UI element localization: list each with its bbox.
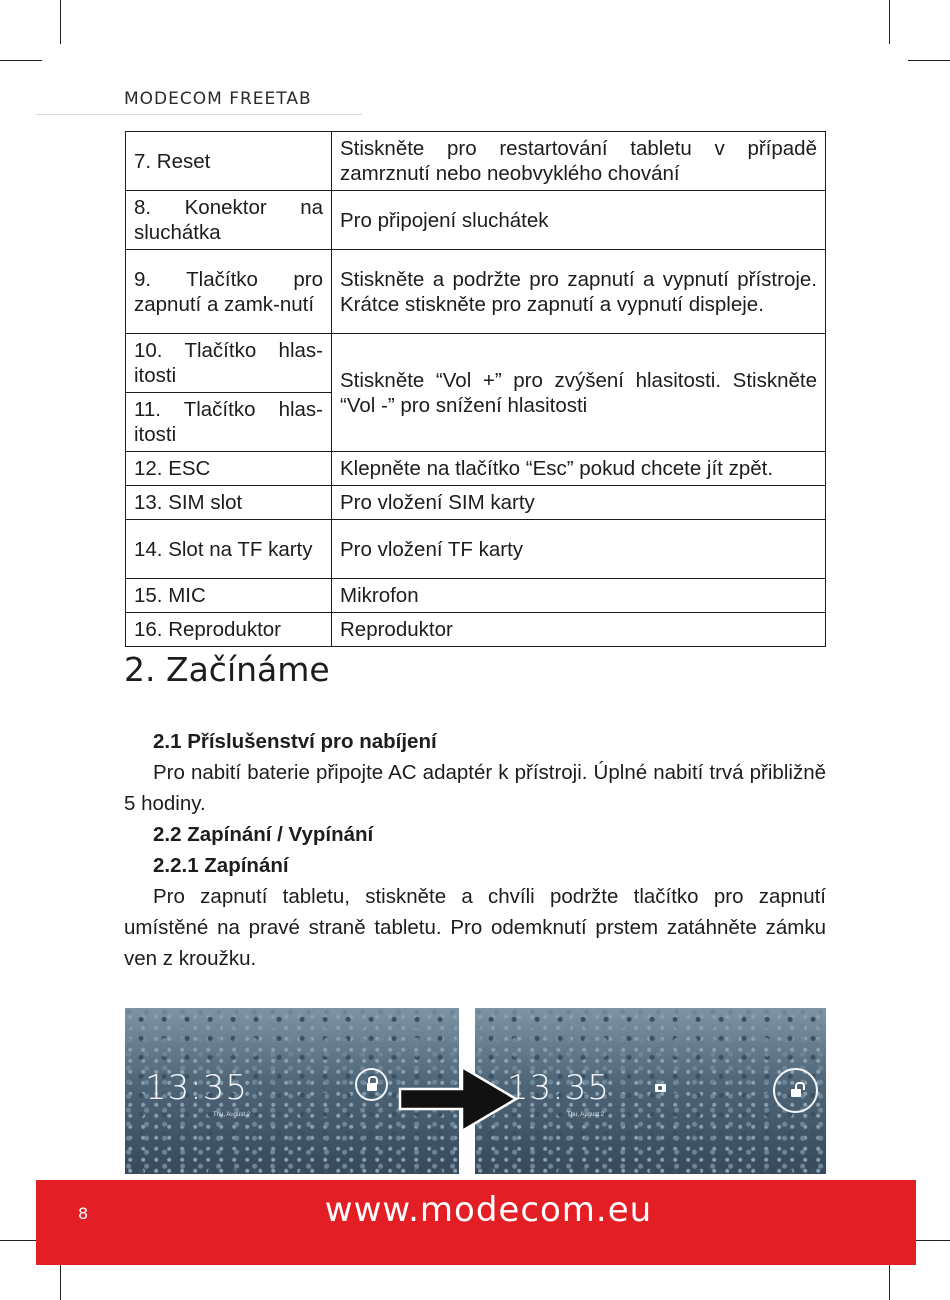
table-cell-desc: Pro připojení sluchátek (332, 191, 826, 250)
table-cell-desc: Pro vložení SIM karty (332, 486, 826, 520)
table-cell-desc: Stiskněte a podržte pro zapnutí a vypnutí přístroje. Krátce stiskněte pro zapnutí a vypnutí displeje. (332, 250, 826, 334)
component-table (125, 131, 826, 647)
table-row (126, 613, 826, 647)
crop-mark (908, 60, 950, 61)
camera-icon (655, 1084, 666, 1092)
table-row (126, 452, 826, 486)
subsection-heading: 2.2 Zapínání / Vypínání (153, 823, 374, 846)
section-body (124, 726, 826, 974)
table-row (126, 334, 826, 393)
table-cell-desc: Klepněte na tlačítko “Esc” pokud chcete jít zpět. (332, 452, 826, 486)
unlock-ring (773, 1068, 818, 1113)
table-cell-name: 9. Tlačítko pro zapnutí a zamk-nutí (126, 250, 332, 334)
section-title: 2. Začínáme (124, 650, 330, 689)
table-row (126, 191, 826, 250)
table-row (126, 132, 826, 191)
table-cell-name: 12. ESC (126, 452, 332, 486)
table-cell-desc: Reproduktor (332, 613, 826, 647)
table-cell-desc: Stiskněte “Vol +” pro zvýšení hlasitosti. Stiskněte “Vol -” pro snížení hlasitosti (332, 334, 826, 452)
table-cell-name: 10. Tlačítko hlas-itosti (126, 334, 332, 393)
clock-time: 13:35 (145, 1068, 248, 1108)
table-row (126, 250, 826, 334)
table-row (126, 520, 826, 579)
table-row (126, 486, 826, 520)
website-link[interactable]: www.modecom.eu (324, 1190, 653, 1230)
arrow-right-icon (398, 1063, 520, 1135)
clock-time: 13:35 (507, 1068, 610, 1108)
table-cell-name: 14. Slot na TF karty (126, 520, 332, 579)
header-rule (36, 114, 362, 115)
running-header: MODECOM FREETAB (124, 89, 312, 109)
table-cell-name: 7. Reset (126, 132, 332, 191)
table-cell-name: 11. Tlačítko hlas-itosti (126, 393, 332, 452)
table-row (126, 579, 826, 613)
subsection-heading: 2.1 Příslušenství pro nabíjení (153, 730, 437, 753)
crop-mark (0, 60, 42, 61)
lockscreen-unlocking-image (475, 1008, 826, 1174)
clock-date: Thu, August 2 (213, 1112, 251, 1118)
paragraph: Pro nabití baterie připojte AC adaptér k přístroji. Úplné nabití trvá přibližně 5 hodiny. (124, 761, 826, 815)
crop-mark (889, 0, 890, 44)
unlock-icon (791, 1089, 801, 1097)
page-number: 8 (78, 1204, 89, 1223)
subsection-heading: 2.2.1 Zapínání (153, 854, 289, 877)
clock-date: Thu, August 2 (567, 1112, 605, 1118)
table-cell-name: 16. Reproduktor (126, 613, 332, 647)
lock-icon (367, 1083, 377, 1091)
table-cell-desc: Pro vložení TF karty (332, 520, 826, 579)
table-cell-name: 13. SIM slot (126, 486, 332, 520)
paragraph: Pro zapnutí tabletu, stiskněte a chvíli podržte tlačítko pro zapnutí umístěné na pravé straně tabletu. Pro odemknutí prstem zatáhněte zámku ven z kroužku. (124, 885, 826, 970)
crop-mark (60, 0, 61, 44)
table-cell-desc: Stiskněte pro restartování tabletu v případě zamrznutí nebo neobvyklého chování (332, 132, 826, 191)
table-cell-name: 8. Konektor na sluchátka (126, 191, 332, 250)
lock-ring (355, 1068, 388, 1101)
table-cell-name: 15. MIC (126, 579, 332, 613)
footer-bar (36, 1180, 916, 1265)
table-cell-desc: Mikrofon (332, 579, 826, 613)
